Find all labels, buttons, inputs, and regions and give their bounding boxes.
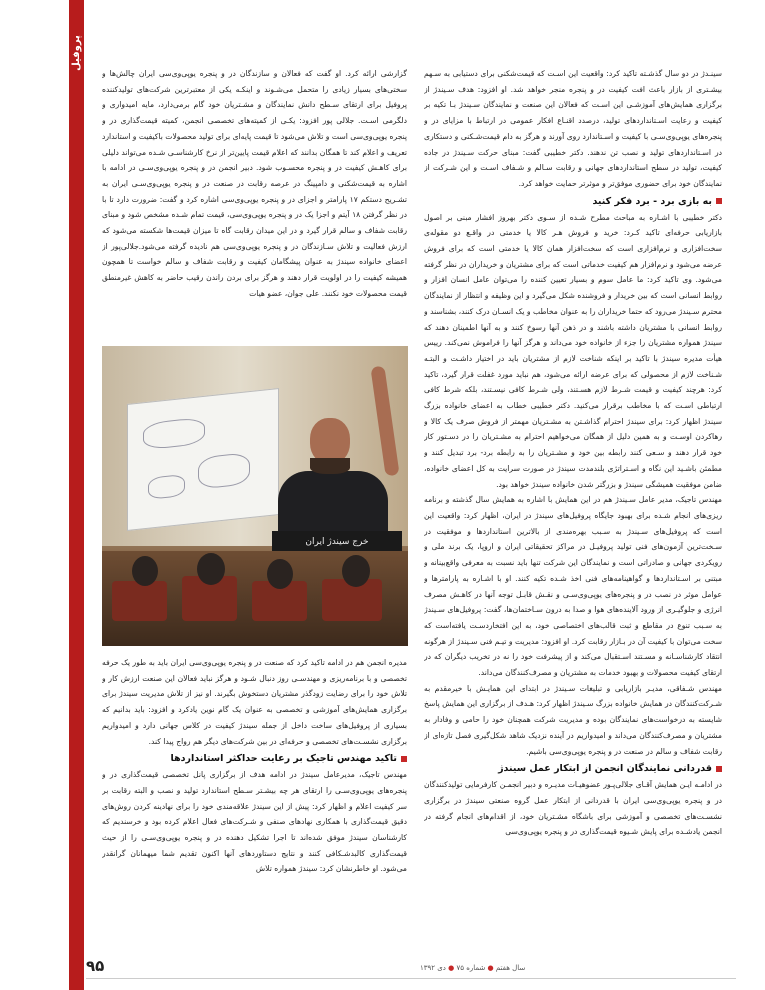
intro-paragraph: سینـدژ در دو سال گذشـته تاکید کرد: واقعیت این اسـت که قیمت‌شکنی برای دستیابی به سـهم بیشـتری از بازار باعث افت کیفیت در و پنجره منجر خواهد شد. او افزود: هدف سـیندژ از برگزاری همایش‌های آموزشـی این اسـت که فعالان این صنعت و نمایندگان سـیندژ بـا تکیه بر کیفیت و رعایت اسـتانداردهای تولید، درصدد اقنـاع افکار عمومی در ارتباط با مزایای در و پنجره‌های یوپی‌وی‌سـی با کیفیت و اسـتاندارد روی آورند و هرگز به دام قیمت‌شـکنی و دستکاری در اسـتانداردهای تولید و نصب تن ندهند. دکتر خطیبی گفت: مبنای حرکت سـیندژ در جاده کیفیت، تولید در سطح استانداردهای جهانی و رقابت سـالم و شـفاف اسـت و این شـرکت از نمایندگان خود برای حضوری موفق‌تر و موثرتر حمایت خواهد کرد. xyxy=(424,69,722,188)
board-drawing xyxy=(148,474,185,500)
section-sidebar-strip xyxy=(69,0,84,990)
audience-head xyxy=(342,555,370,587)
heading-text: تاکید مهندس تاجیک بر رعایت حداکثر استانداردها xyxy=(170,753,397,765)
footer-divider xyxy=(86,978,736,979)
section-heading-win-win xyxy=(424,194,722,209)
heading-square-icon xyxy=(716,198,722,204)
board-drawing xyxy=(198,452,250,489)
footer-info xyxy=(420,964,525,972)
audience-head xyxy=(132,556,158,586)
podium-banner: خرج سیندژ ایران xyxy=(272,531,402,553)
speaker-beard xyxy=(310,458,350,474)
whiteboard xyxy=(127,388,279,531)
body-paragraph: مدیره انجمن هم در ادامه تاکید کرد که صنعت در و پنجره یوپی‌وی‌سی ایران باید به طور یک حرفه تخصصی و با برنامه‌ریزی و مهندسـی روز دنبال شـود و هرگز نباید فعالان این صنعت ارزش کار و تلاش خود را برای رضایت زودگذر مشتریان دستخوش بگیرند. او نیز از تلاش مدیریت سیندژ برای برگزاری همایش‌های آموزشی و تخصصی به عنوان یک گام نوین یادکرد و افزود: باید بدانیم که بسیاری از پروفیل‌های ساخت داخل از جمله سیندژ کیفیت در کلاس جهانی دارد و امیدواریم برگزاری نشسـت‌های تخصصی و حرفه‌ای در بین شرکت‌های دیگر هم رواج پیدا کند. xyxy=(102,658,407,746)
page-number: ۹۵ xyxy=(86,957,105,975)
heading-text: به بازی برد - برد فکر کنید xyxy=(592,195,712,207)
section-heading-appreciation xyxy=(424,761,722,776)
issue-number: شماره ۷۵ xyxy=(456,964,486,972)
heading-square-icon xyxy=(401,756,407,762)
magazine-year: سال هفتم xyxy=(495,964,526,972)
heading-text: قدردانی نمایندگان انجمن از ابتکار عمل سیندژ xyxy=(498,763,712,775)
body-paragraph: مهندس تاجیک، مدیر عامل سـیندژ هم در این همایش با اشاره به همایش سال گذشته و برنامه ریزی‌های انجام شـده برای بهبود جایگاه پروفیل‌های سیندژ در ایران، اظهار کرد: واقعیت این است که پروفیل‌های سـیندژ به سـبب بهره‌مندی از بالاترین استانداردها و موفقیت در سـخت‌ترین آزمون‌های فنی تولید پروفیـل در مراکز تحقیقاتی ایران و اروپا، یک برند ملی و رویکردی جهانی و صادراتی است و نمایندگان این شرکت تنها باید نسبت به معرفی واقع‌بینانه و مبتنی بر اسـتانداردها و گواهینامه‌های فنی اخذ شـده تکیه کنند. او با اشـاره به پارامترها و عوامل موثر در نصب در و پنجره‌های یوپی‌وی‌سـی و نقـش قابـل توجه آنها در کاهـش مصرف انرژی و جلوگیـری از ورود آلاینده‌های هوا و صدا به درون سـاختمان‌ها، گفت: پروفیل‌های سـیندژ به سـبب تنوع در مقاطع و ثبت قالب‌های اختصاصی خود، به این افتخاردسـت یافته‌است که سخت می‌توان با کیفیت آن در بـازار رقابت کرد. او افزود: مدیریت و تیـم فنی سـیندژ از هرگونه انتقاد کارشناسـانه و مسـتند اسـتقبال می‌کند و از پیشرفت خود را نه در تخریب دیگران که در ارتقای کیفیت محصولات و بهبود خدمات به مشتریان و مصرف‌کنندگان می‌داند. xyxy=(424,495,722,678)
board-drawing xyxy=(143,417,205,451)
issue-date: دی ۱۳۹۲ xyxy=(420,964,446,972)
speaker-photo xyxy=(102,346,408,646)
section-label: پروفیل xyxy=(70,35,82,71)
audience-area xyxy=(102,551,408,646)
body-paragraph: مهندس تاجیک، مدیرعامل سیندژ در ادامه هدف از برگزاری پانل تخصصی قیمت‌گذاری در و پنجره‌های یوپی‌وی‌سـی را ارتقای هر چه بیشـتر سـطح استاندارد تولید و نصب و البته رقابت بر سر کیفیت اعلام و اظهار کرد: پیش از این سیندژ علاقه‌مندی خود را برای نهادینه کردن روش‌های دقیق قیمت‌گذاری با همکاری نهادهای صنفی و شـرکت‌های فعال اعلام کرده بود و خرسندیم که کارشناسان سیندژ موفق شده‌اند تا اجرا تشکیل دهنده در و پنجره یوپی‌وی‌سـی را از حیث قیمت‌گذاری کالبدشـکافی کنند و نتایج دستاوردهای آنها اکنون تقدیم شما میهمانان گرانقدر می‌شود. او خاطرنشان کرد: سیندژ همواره تلاش xyxy=(102,770,407,874)
separator-dot: ● xyxy=(487,964,494,972)
audience-seat xyxy=(112,581,167,621)
left-column-bottom xyxy=(102,655,407,947)
body-paragraph: دکتر خطیبی با اشـاره به مباحث مطرح شـده از سـوی دکتر بهروز افشار مبنی بر اصول بازاریابی حرفه‌ای تاکید کـرد: خرید و فروش هـر کالا یا خدمتی در واقـع دو مقوله‌ی سخت‌افزاری و نرم‌افزاری است که سخت‌افزار همان کالا یا خدمتی است که برای فروش عرضه می‌شود و نرم‌افزار هم کیفیت خدماتی است که برای مشتریان و خریداران در نظر گرفته می‌شود. وی تاکید کرد: ما عامل سوم و بسیار تعیین کننده را می‌توان عامل انسان افزار و روابط انسانی است که بین خریدار و فروشنده شکل می‌گیرد و این وظیفه و انتظار از نمایندگان محترم سـیندژ می‌رود که حتما خریداران را به عنوان مخاطب و یک انسـان درک کنند، بشناسند و روابط انسانی با مشتریان داشته باشند و در ذهن آنها رسوخ کنند و به آنها اطمینان دهند که سیندژ همواره مشتریان را جزء از خانواده خود می‌داند و هرگز آنها را فراموش نمی‌کند. رییس هیأت مدیره سیندژ با تاکید بر اینکه شناخت لازم از مشتریان باید در اختیار داشـت و البتـه شـناخت لازم از محصولی که برای عرضه ارائه می‌شود، هم نباید مورد غفلت قرار گیرد، تاکید کرد: هرچند کیفیت و قیمت شـرط لازم هسـتند، ولی شـرط کافی نیسـتند، بلکه شرط کافی ارتباطی اسـت که با مخاطب برقرار می‌کنید. دکتر خطیبی خطاب به اعضای خانواده بزرگ سیندژ اظهار کرد: برای سیندژ احترام گذاشـتن به مشـتریان مهمتر از فروش صرف یک کالا و رهاکردن اوسـت و به همین دلیل از همگان می‌خواهیم احترام به مشـتریان را در دسـتور کار خود قرار دهند و سـعی کنند رابطه بین خود و مشـتریان را به رابطه برد- برد تبدیل کنند و مطمئن باشـید این نگاه و اسـتراتژی بلندمدت سیندژ در صورت سرایت به کل اعضای خانواده، ضامن موفقیت همیشگی سیندژ و بزرگتر شدن خانواده سیندژ خواهد بود. xyxy=(424,212,722,489)
audience-head xyxy=(267,559,293,589)
separator-dot: ● xyxy=(448,964,455,972)
body-paragraph: گزارشی ارائه کرد. او گفت که فعالان و سازندگان در و پنجره یوپی‌وی‌سی ایران چالش‌ها و سختی‌های بسیار زیادی را متحمل می‌شـوند و اینکـه یکی از معتبرترین شرکت‌های تولیدکننده پروفیل برای ارتقای سـطح دانش نمایندگان و مشـتریان خود گام برمی‌دارد، مایه امیدواری و دلگرمی اسـت. جلالی پور افزود: یکـی از کمیته‌های تخصصی انجمن، کمیته قیمت‌گذاری در و پنجره یوپی‌وی‌سی است و تلاش می‌شود تا قیمت پایه‌ای برای تولید محصولات باکیفیت و استاندارد تعریف و اعلام کند تا همگان بدانند که اعلام قیمت پایین‌تر از نرخ کارشناسـی شـده می‌تواند دلیلی برای کاهـش کیفیت در و پنجره محسـوب شود. دبیر انجمن در و پنجره یوپی‌وی‌سـی در ادامه با اشاره به قیمت‌شکنی و دامپینگ در عرصه رقابت در صنعت در و پنجره یوپی‌وی‌سـی ایران به تشـریح دستکم ۱۷ پارامتر و اجزای در و پنجره یوپی‌وی‌سی اشاره کرد و گفت: ضرورت دارد تا با در نظر گرفتن ۱۸ آیتم و اجزا یک در و پنجره یوپی‌وی‌سی، قیمت تمام شـده مشخص شود و مبنای رقابت شفاف و سالم قرار گیرد و در این میدان رقابت گاه تا میزان قیمت‌ها شکسته می‌شود که ارزش فعالیت و تلاش سـازندگان در و پنجره یوپی‌وی‌سی هم نادیده گرفته می‌شود.جلالی‌پور از اعضای خانواده سیندژ به عنوان پیشگامان کیفیت و رقابت شفاف و سالم خواست تا همچون همیشه کیفیت را در اولویت قرار دهند و هرگز برای بردن راندن رقیب حاضر به کاهش غیرمنطق قیمت محصولات خود نکنند. علی جوان، عضو هیات xyxy=(102,69,407,298)
left-column-top xyxy=(102,66,407,340)
section-heading-standards xyxy=(102,751,407,766)
heading-square-icon xyxy=(716,766,722,772)
audience-head xyxy=(197,553,225,585)
body-paragraph: در ادامـه ایـن همایش آقـای جلالی‌پـور عضوهیـات مدیـره و دبیر انجمـن کارفرمایی تولیدکنندگان در و پنجره یوپی‌وی‌سی ایران با قدردانی از ابتکار عمل گروه صنعتی سیندژ در برگزاری نشسـت‌های تخصصی و آموزشی برای باشگاه مشـتریان خود، از اقدام‌های انجام گرفته در انجمن یادشـده برای پایش شـیوه قیمت‌گذاری در و پنجره یوپی‌وی‌سی xyxy=(424,780,722,837)
right-column xyxy=(424,66,722,951)
body-paragraph: مهندس شـفاقی، مدیـر بازاریابی و تبلیغات سـیندژ در ابتدای این همایـش با خیرمقدم به شـرکت‌کنندگان در همایش خانواده بزرگ سـیندژ اظهار کرد: هـدف از برگزاری این همایش پاسخ شایسته به درخواست‌های نمایندگان بوده و مدیریت شرکت همچنان خود را حامی و وفادار به مشتریان و مصرف‌کنندگان می‌داند و امیدواریم در آینده نزدیک شاهد شکل‌گیری فصل تازه‌ای از رقابت شفاف و سالم در صنعت در و پنجره یوپی‌وی‌سی باشیم. xyxy=(424,683,722,756)
